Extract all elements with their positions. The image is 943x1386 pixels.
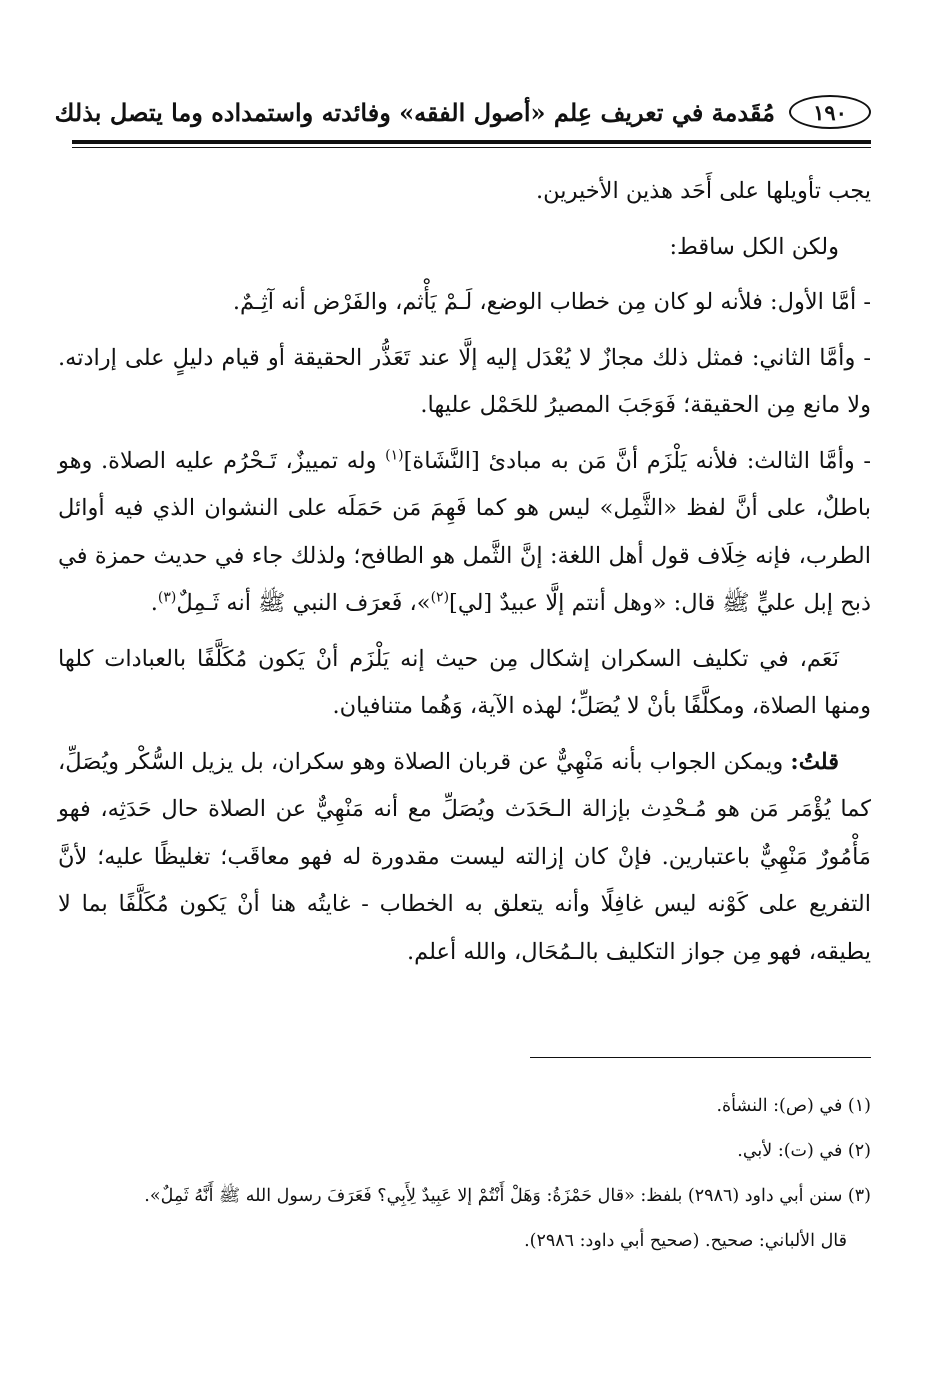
paragraph-7-lead: قلتُ: — [790, 748, 839, 775]
header-rule-thin — [72, 147, 871, 148]
paragraph-6: نَعَم، في تكليف السكران إشكال مِن حيث إنه يَلْزَم أنْ يَكون مُكَلَّفًا بالعبادات كلها ومنها الصلاة، ومكلَّفًا بأنْ لا يُصَلِّ؛ لهذه الآية، وَهُما متنافيان. — [58, 645, 871, 719]
footnote-ref-3[interactable]: (٣) — [157, 589, 177, 606]
paragraph-1: يجب تأويلها على أَحَد هذين الأخيرين. — [536, 178, 871, 204]
paragraph-7-text: ويمكن الجواب بأنه مَنْهِيٌّ عن قربان الصلاة وهو سكران، بل يزيل السُّكْر ويُصَلِّ، كما يُؤْمَر مَن هو مُـحْدِث بإزالة الـحَدَث ويُصَلِّ مع أنه مَنْهِيٌّ عن الصلاة حال حَدَثِه، فهو مَأْمُورٌ مَنْهِيٌّ باعتبارين. فإنْ كان إزالته ليست مقدورة له فهو معاقَب؛ تغليظًا عليه؛ لأنَّ التفريع على كَوْنه ليس غافِلًا وأنه يتعلق به الخطاب - غايتُه هنا أنْ يَكون مُكَلَّفًا بما لا يطيقه، فهو مِن جواز التكليف بالـمُحَال، والله أعلم. — [58, 748, 871, 965]
footnotes — [72, 1086, 871, 1261]
footnote-3: (٣) سنن أبي داود (٢٩٨٦) بلفظ: «قال حَمْزَةُ: وَهَلْ أَنْتُمْ إلا عَبِيدٌ لِأَبِي؟ فَعَرَفَ رسول الله ﷺ أَنَّهُ ثَمِلٌ». — [144, 1186, 871, 1206]
paragraph-7 — [58, 739, 871, 977]
paragraph-5-part-b: وله تمييزٌ، تَـحْرُم عليه الصلاة. وهو باطلٌ، على أنَّ لفظ «الثَّمِل» ليس هو كما فَهِمَ مَن حَمَلَه على النشوان الذي فيه أوائل الطرب، فإنه خِلَاف قول أهل اللغة: إنَّ الثَّمل هو الطافح؛ ولذلك جاء في حديث حمزة في ذبح إبل عليٍّ ﷺ قال: «وهل أنتم إلَّا عبيدٌ [لي] — [58, 447, 871, 616]
paragraph-5-part-a: - وأمَّا الثالث: فلأنه يَلْزَم أنَّ مَن به مبادئ [النَّشَاة] — [403, 447, 871, 474]
footnote-2: (٢) في (ت): لأبي. — [737, 1141, 871, 1161]
running-title: مُقَدمة في تعريف عِلم «أصول الفقه» وفائدته واستمداده وما يتصل بذلك — [54, 97, 775, 127]
paragraph-3: - أمَّا الأول: فلأنه لو كان مِن خطاب الوضع، لَـمْ يَأْثم، والفَرْض أنه آثِـمٌ. — [232, 289, 871, 315]
paragraph-4: - وأمَّا الثاني: فمثل ذلك مجازٌ لا يُعْدَل إليه إلَّا عند تَعَذُّر الحقيقة أو قيام دليلٍ على إرادته. ولا مانع مِن الحقيقة؛ فَوَجَبَ المصيرُ للحَمْل عليها. — [58, 344, 871, 418]
footnote-ref-2[interactable]: (٢) — [430, 589, 450, 606]
paragraph-5-part-d: . — [150, 590, 158, 616]
paragraph-5-part-c: »، فَعرَف النبي ﷺ أنه ثَـمِلٌ — [176, 590, 431, 616]
paragraph-5 — [58, 438, 871, 628]
footnote-3-continuation: قال الألباني: صحيح. (صحيح أبي داود: ٢٩٨٦). — [524, 1231, 847, 1251]
footnote-ref-1[interactable]: (١) — [385, 447, 404, 463]
paragraph-2: ولكن الكل ساقط: — [669, 233, 839, 260]
page-number: ١٩٠ — [789, 95, 871, 129]
footnote-1: (١) في (ص): النشأة. — [716, 1096, 871, 1116]
footnote-separator — [530, 1057, 871, 1058]
header-rule-thick — [72, 140, 871, 144]
main-text — [58, 168, 871, 976]
running-header — [54, 92, 871, 132]
